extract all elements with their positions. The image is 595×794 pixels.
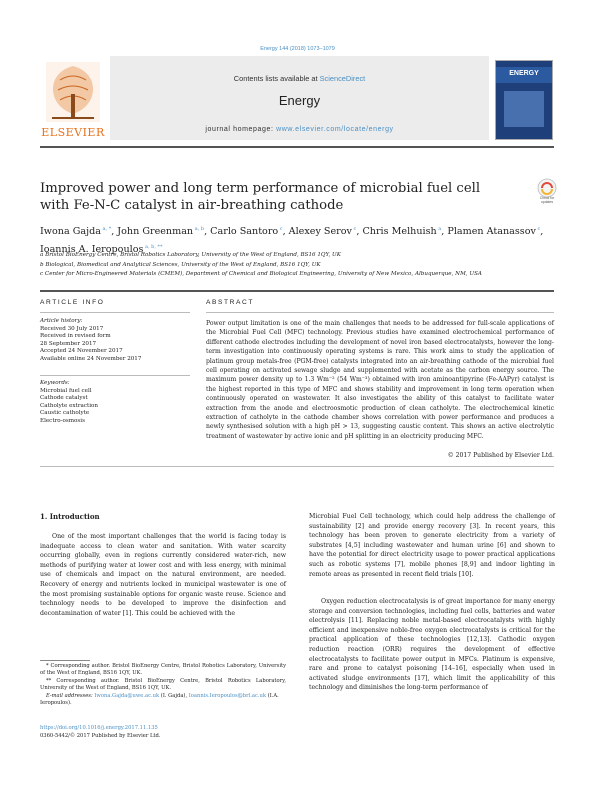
author[interactable]: Iwona Gajda $^{a, *}$ — [40, 226, 112, 238]
history-item: Received 30 July 2017 — [40, 325, 104, 332]
keyword: Microbial fuel cell — [40, 387, 92, 394]
journal-reference[interactable]: Energy 144 (2018) 1073–1079 — [260, 46, 335, 52]
article-info-heading: ARTICLE INFO — [40, 299, 105, 306]
publisher-name: ELSEVIER — [41, 126, 105, 139]
intro-paragraph-right-1: Microbial Fuel Cell technology, which could help address the challenge of sustainability [2] and provide energy recovery [3]. In recent years, this technology has been proven to generate electricity from a variety of substrates [4,5] including wastewater and human urine [6] and shown to have the potential for direct electricity usage to power practical applications such as robotic systems [7], mobile phones [8,9] and indoor lighting in remote areas as presented in recent field trials [10]. — [309, 513, 555, 578]
homepage-line — [110, 126, 489, 133]
homepage-prefix: journal homepage: — [205, 126, 277, 133]
email-link[interactable]: Iwona.Gajda@uwe.ac.uk — [94, 693, 160, 699]
abstract-bottom-divider — [40, 466, 554, 467]
copyright: © 2017 Published by Elsevier Ltd. — [447, 452, 554, 459]
elsevier-logo[interactable] — [40, 60, 106, 140]
history-item: 28 September 2017 — [40, 340, 97, 347]
author[interactable]: , Alexey Serov $^c$ — [282, 226, 357, 238]
contents-prefix: Contents lists available at — [233, 74, 320, 83]
journal-name: Energy — [278, 93, 321, 108]
abstract-heading: ABSTRACT — [206, 299, 254, 306]
author[interactable]: , Plamen Atanassov $^c$ — [441, 226, 541, 238]
history-label: Article history: — [40, 318, 83, 324]
keyword: Caustic catholyte — [40, 410, 90, 417]
affiliation: c Center for Micro-Engineered Materials (CMEM), Department of Chemical and Biological Engineering, University of New Mexico, Albuquerque, NM, USA — [40, 271, 482, 278]
check-for-updates-badge[interactable] — [536, 178, 558, 208]
check-updates-icon — [536, 178, 558, 198]
keyword: Electro-osmosis — [40, 417, 85, 424]
intro-paragraph-right-2: Oxygen reduction electrocatalysis is of great importance for many energy storage and conversion technologies, including fuel cells, batteries and water electrolysis [11]. Replacing noble metal-based electrocatalysts with highly efficient and inexpensive noble-free oxygen electrocatalysts is critical for the practical application of these technologies [12,13]. Cathodic oxygen reduction reaction (ORR) requires the development of effective electrocatalysts to facilitate power output in MFCs. Platinum is expensive, rare and prone to catalyst poisoning [14–16], especially when used in activated sludge environments [17], which limit the applicability of this technology and diminishes the long-term performance of — [309, 598, 555, 692]
affiliations — [40, 252, 554, 279]
contents-line — [110, 74, 489, 83]
issn-line: 0360-5442/© 2017 Published by Elsevier Ltd. — [40, 733, 161, 739]
header-divider — [40, 146, 554, 148]
keywords-divider — [40, 375, 190, 376]
intro-paragraph-left: One of the most important challenges that the world is facing today is inadequate access to clean water and sanitation. With water scarcity occurring globally, even in regions currently considered water-rich, new methods of purifying water at lower cost and with less energy, with minimal use of chemicals and impact on the natural environment, are needed. Recovery of energy and nutrients locked in municipal wastewater is one of the most promising sustainable options for organic waste reuse. Science and technology needs to be developed to improve the disinfection and decontamination of water [1]. This could be achieved with the — [40, 533, 286, 617]
abstract-divider — [206, 312, 554, 313]
homepage-link[interactable]: www.elsevier.com/locate/energy — [276, 126, 394, 133]
author[interactable]: , Carlo Santoro $^c$ — [204, 226, 283, 238]
keywords — [40, 380, 190, 426]
keyword: Catholyte extraction — [40, 402, 98, 409]
footnotes — [40, 663, 286, 707]
article-history — [40, 318, 190, 364]
footnote-divider — [40, 660, 90, 661]
abstract-text: Power output limitation is one of the main challenges that needs to be addressed for full-scale applications of the Microbial Fuel Cell (MFC) technology. Previous studies have examined electrochemical performance of different cathode electrodes including the development of novel iron based electrocatalysts, however the long-term investigation into continuously operating systems is rare. This work aims to study the application of platinum group metals-free (PGM-free) catalysts integrated into an air-breathing cathode of the microbial fuel cell operating on activated sewage sludge and supplemented with acetate as the carbon energy source. The maximum power density up to 1.3 Wm⁻² (54 Wm⁻³) obtained with iron aminoantipyrine (Fe-AAPyr) catalyst is the highest reported in this type of MFC and shows stability and improvement in long term operation when continuously operated on wastewater. It also investigates the ability of this catalyst to facilitate water extraction from the anode and electroosmotic production of clean catholyte. The electrochemical kinetic extraction of catholyte in the cathode chamber shows correlation with power performance and produces a newly synthesised solution with a high pH > 13, suggesting caustic content. This shows an active electrolytic treatment of wastewater by active ionic and pH splitting in an electricity producing MFC. — [206, 320, 554, 440]
article-title: Improved power and long term performance of microbial fuel cell with Fe-N-C catalyst in air-breathing cathode — [40, 181, 481, 213]
keywords-label: Keywords: — [40, 380, 70, 386]
history-item: Received in revised form — [40, 333, 111, 340]
check-updates-label: Check for updates — [539, 196, 555, 204]
affiliation: a Bristol BioEnergy Centre, Bristol Robotics Laboratory, University of the West of England, BS16 1QY, UK — [40, 252, 341, 258]
author[interactable]: , John Greenman $^{a, b}$ — [111, 226, 205, 238]
sciencedirect-link[interactable]: ScienceDirect — [319, 74, 366, 83]
affiliation: b Biological, Biomedical and Analytical Sciences, University of the West of England, BS16 1QY, UK — [40, 261, 321, 268]
cover-title: ENERGY — [509, 70, 539, 77]
history-item: Available online 24 November 2017 — [40, 355, 142, 362]
section-heading-introduction: 1. Introduction — [40, 512, 100, 521]
article-info-divider — [40, 312, 190, 313]
footnote: * Corresponding author. Bristol BioEnergy Centre, Bristol Robotics Laboratory, University of the West of England, BS16 1QY, UK. — [40, 663, 286, 676]
author[interactable]: , Ioannis A. Ieropoulos $^{a, b, **}$ — [40, 226, 544, 255]
journal-cover-thumbnail[interactable] — [495, 60, 553, 140]
email-line: E-mail addresses: Iwona.Gajda@uwe.ac.uk (I. Gajda), Ioannis.Ieropoulos@brl.ac.uk (I.A. Ieropoulos). — [40, 693, 279, 706]
email-link[interactable]: Ioannis.Ieropoulos@brl.ac.uk — [188, 693, 267, 699]
history-item: Accepted 24 November 2017 — [40, 348, 123, 355]
author[interactable]: , Chris Melhuish $^a$ — [356, 226, 442, 238]
affiliation-divider — [40, 290, 554, 292]
keyword: Cathode catalyst — [40, 395, 88, 402]
footnote: ** Corresponding author. Bristol BioEnergy Centre, Bristol Robotics Laboratory, University of the West of England, BS16 1QY, UK. — [40, 678, 286, 691]
elsevier-tree-icon — [40, 60, 106, 126]
doi-link[interactable]: https://doi.org/10.1016/j.energy.2017.11.135 — [40, 725, 158, 731]
